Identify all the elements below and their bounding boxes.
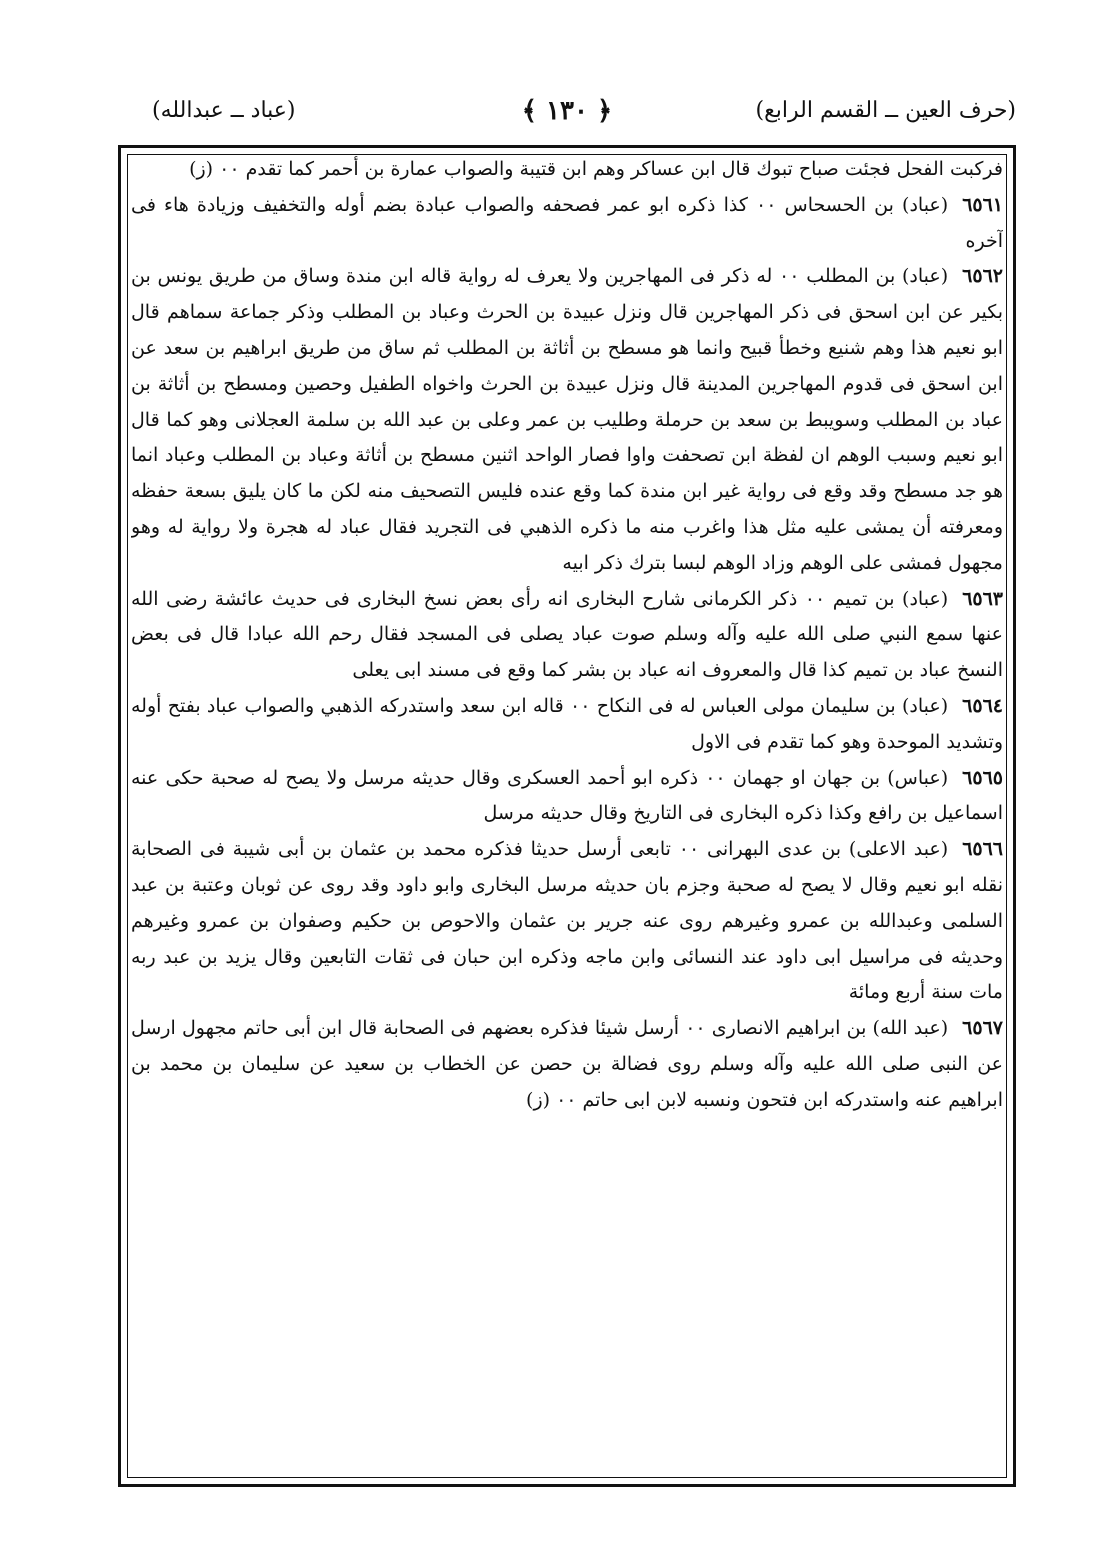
page-body: [131, 152, 1003, 1478]
entry-number: ٦٥٦٥: [962, 766, 1003, 789]
entry-continuation: [131, 152, 1003, 188]
entry-number: ٦٥٦١: [962, 193, 1003, 216]
entry-6564: [131, 689, 1003, 761]
entry-text: (عباد) بن تميم ٠٠ ذكر الكرمانى شارح البخارى انه رأى بعض نسخ البخارى فى حديث عائشة رضى الله عنها سمع النبي صلى الله عليه وآله وسلم صوت عباد يصلى فى المسجد فقال رحم الله عبادا قال فى بعض النسخ عباد بن تميم كذا قال والمعروف انه عباد بن بشر كما وقع فى مسند ابى يعلى: [131, 587, 1003, 682]
page-number: ﴿ ١٣٠ ﴾: [521, 96, 613, 126]
entry-text: (عباد) بن سليمان مولى العباس له فى النكاح ٠٠ قاله ابن سعد واستدركه الذهبي والصواب عباد بفتح أوله وتشديد الموحدة وهو كما تقدم فى الاول: [131, 694, 1003, 753]
entry-6563: [131, 582, 1003, 689]
entry-text: (عباد) بن المطلب ٠٠ له ذكر فى المهاجرين ولا يعرف له رواية قاله ابن مندة وساق من طريق يونس بن بكير عن ابن اسحق فى ذكر المهاجرين قال ونزل عبيدة بن الحرث وعباد بن المطلب وذكر جماعة سماهم قال ابو نعيم هذا وهم شنيع وخطأ قبيح وانما هو مسطح بن أثاثة بن المطلب ثم ساق من طريق ابراهيم بن سعد عن ابن اسحق فى قدوم المهاجرين المدينة قال ونزل عبيدة بن الحرث واخواه الطفيل وحصين ومسطح بن أثاثة بن عباد بن المطلب وسويبط بن سعد بن حرملة وطليب بن عمر وعلى بن عبد الله بن سلمة العجلانى وهو كما قال ابو نعيم وسبب الوهم ان لفظة ابن تصحفت واوا فصار الواحد اثنين مسطح بن أثاثة وعباد بن المطلب وعباد انما هو جد مسطح وقد وقع فى رواية غير ابن مندة كما وقع عنده فليس التصحيف منه لكن ما كان يليق بسعة حفظه ومعرفته أن يمشى عليه مثل هذا واغرب منه ما ذكره الذهبي فى التجريد فقال عباد له هجرة ولا رواية له وهو مجهول فمشى على الوهم وزاد الوهم لبسا بترك ذكر ابيه: [131, 265, 1003, 574]
entry-text: (عبد الله) بن ابراهيم الانصارى ٠٠ أرسل شيئا فذكره بعضهم فى الصحابة قال ابن أبى حاتم مجهول ارسل عن النبى صلى الله عليه وآله وسلم روى فضالة بن حصن عن الخطاب بن سعيد عن سليمان بن محمد بن ابراهيم عنه واستدركه ابن فتحون ونسبه لابن ابى حاتم ٠٠ (ز): [131, 1017, 1003, 1111]
entry-6561: [131, 188, 1003, 260]
entry-number: ٦٥٦٦: [962, 838, 1003, 861]
entry-text: (عباس) بن جهان او جهمان ٠٠ ذكره ابو أحمد العسكرى وقال حديثه مرسل ولا يصح له صحبة حكى عنه اسماعيل بن رافع وكذا ذكره البخارى فى التاريخ وقال حديثه مرسل: [131, 766, 1003, 825]
entry-6562: [131, 259, 1003, 581]
entry-number: ٦٥٦٣: [962, 587, 1003, 610]
entry-number: ٦٥٦٢: [962, 265, 1003, 288]
entry-text: (عباد) بن الحسحاس ٠٠ كذا ذكره ابو عمر فصحفه والصواب عبادة بضم أوله والتخفيف وزيادة هاء فى آخره: [131, 193, 1003, 252]
entry-text: فركبت الفحل فجئت صباح تبوك قال ابن عساكر وهم ابن قتيبة والصواب عمارة بن أحمر كما تقدم ٠٠ (ز): [189, 158, 1003, 180]
entry-6567: [131, 1011, 1003, 1118]
chapter-title: (حرف العين ــ القسم الرابع): [755, 98, 1016, 123]
entry-text: (عبد الاعلى) بن عدى البهرانى ٠٠ تابعى أرسل حديثا فذكره محمد بن عثمان بن أبى شيبة فى الصحابة نقله ابو نعيم وقال لا يصح له صحبة وجزم بان حديثه مرسل البخارى وابو داود وقد روى عن ثوبان وعتبة بن عبد السلمى وعبدالله بن عمرو وغيرهم روى عنه جرير بن عثمان والاحوص بن حكيم وصفوان بن عمرو وغيرهم وحديثه فى مراسيل ابى داود عند النسائى وابن ماجه وذكره ابن حبان فى ثقات التابعين وقال يزيد بن عبد ربه مات سنة أربع ومائة: [131, 838, 1003, 1004]
entry-number: ٦٥٦٧: [962, 1017, 1003, 1040]
entry-6565: [131, 761, 1003, 833]
page-header: [118, 90, 1016, 134]
entry-number: ٦٥٦٤: [962, 694, 1003, 717]
entry-range-title: (عباد ــ عبدالله): [152, 98, 296, 123]
entry-6566: [131, 832, 1003, 1011]
